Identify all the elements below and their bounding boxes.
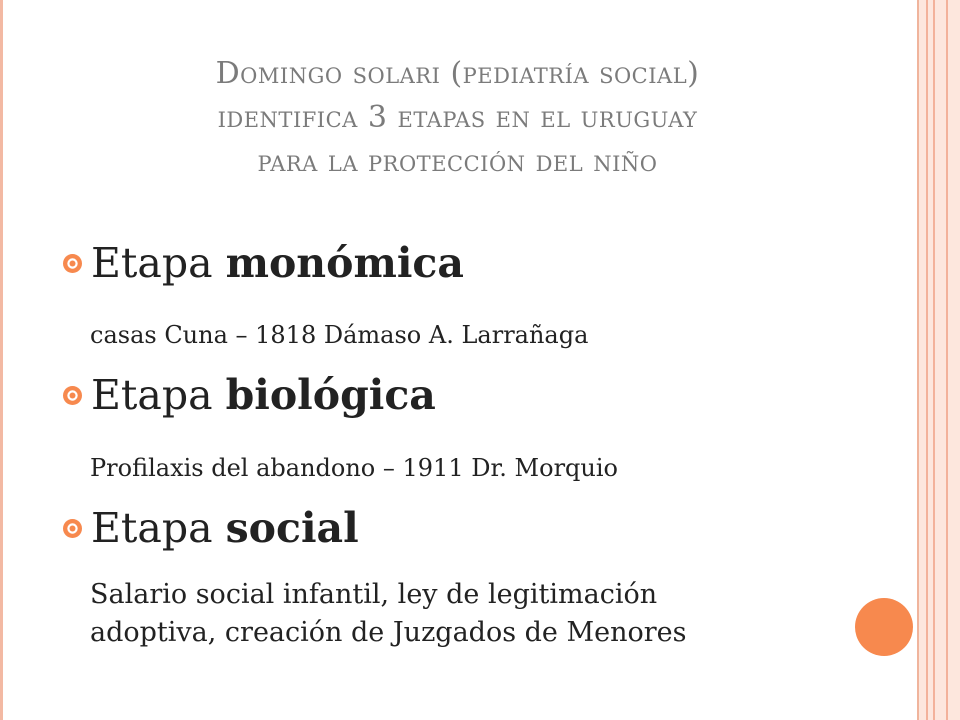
stage-detail-line-1: Salario social infantil, ley de legitimación [90,579,658,610]
decorative-orange-circle [855,598,913,656]
flower-bullet-icon [62,253,83,274]
stage-heading: Etapa biológica [91,371,436,419]
stage-detail-biologica: Profilaxis del abandono – 1911 Dr. Morquio [90,454,618,482]
decorative-right-band [919,0,960,720]
stage-heading: Etapa social [91,504,359,552]
stage-detail-monomica: casas Cuna – 1818 Dámaso A. Larrañaga [90,321,589,349]
title-line-1: Domingo solari (pediatría social) [215,56,700,91]
title-line-3: para la protección del niño [257,144,658,179]
title-line-2: identifica 3 etapas en el uruguay [217,100,698,135]
bullet-stage-biologica [62,370,436,420]
flower-bullet-icon [62,385,83,406]
stage-detail-social [90,576,810,652]
flower-bullet-icon [62,518,83,539]
bullet-stage-monomica [62,238,464,288]
bullet-stage-social [62,503,359,553]
stage-detail-line-2: adoptiva, creación de Juzgados de Menores [90,617,687,648]
slide-title [60,52,855,184]
stage-heading: Etapa monómica [91,239,464,287]
